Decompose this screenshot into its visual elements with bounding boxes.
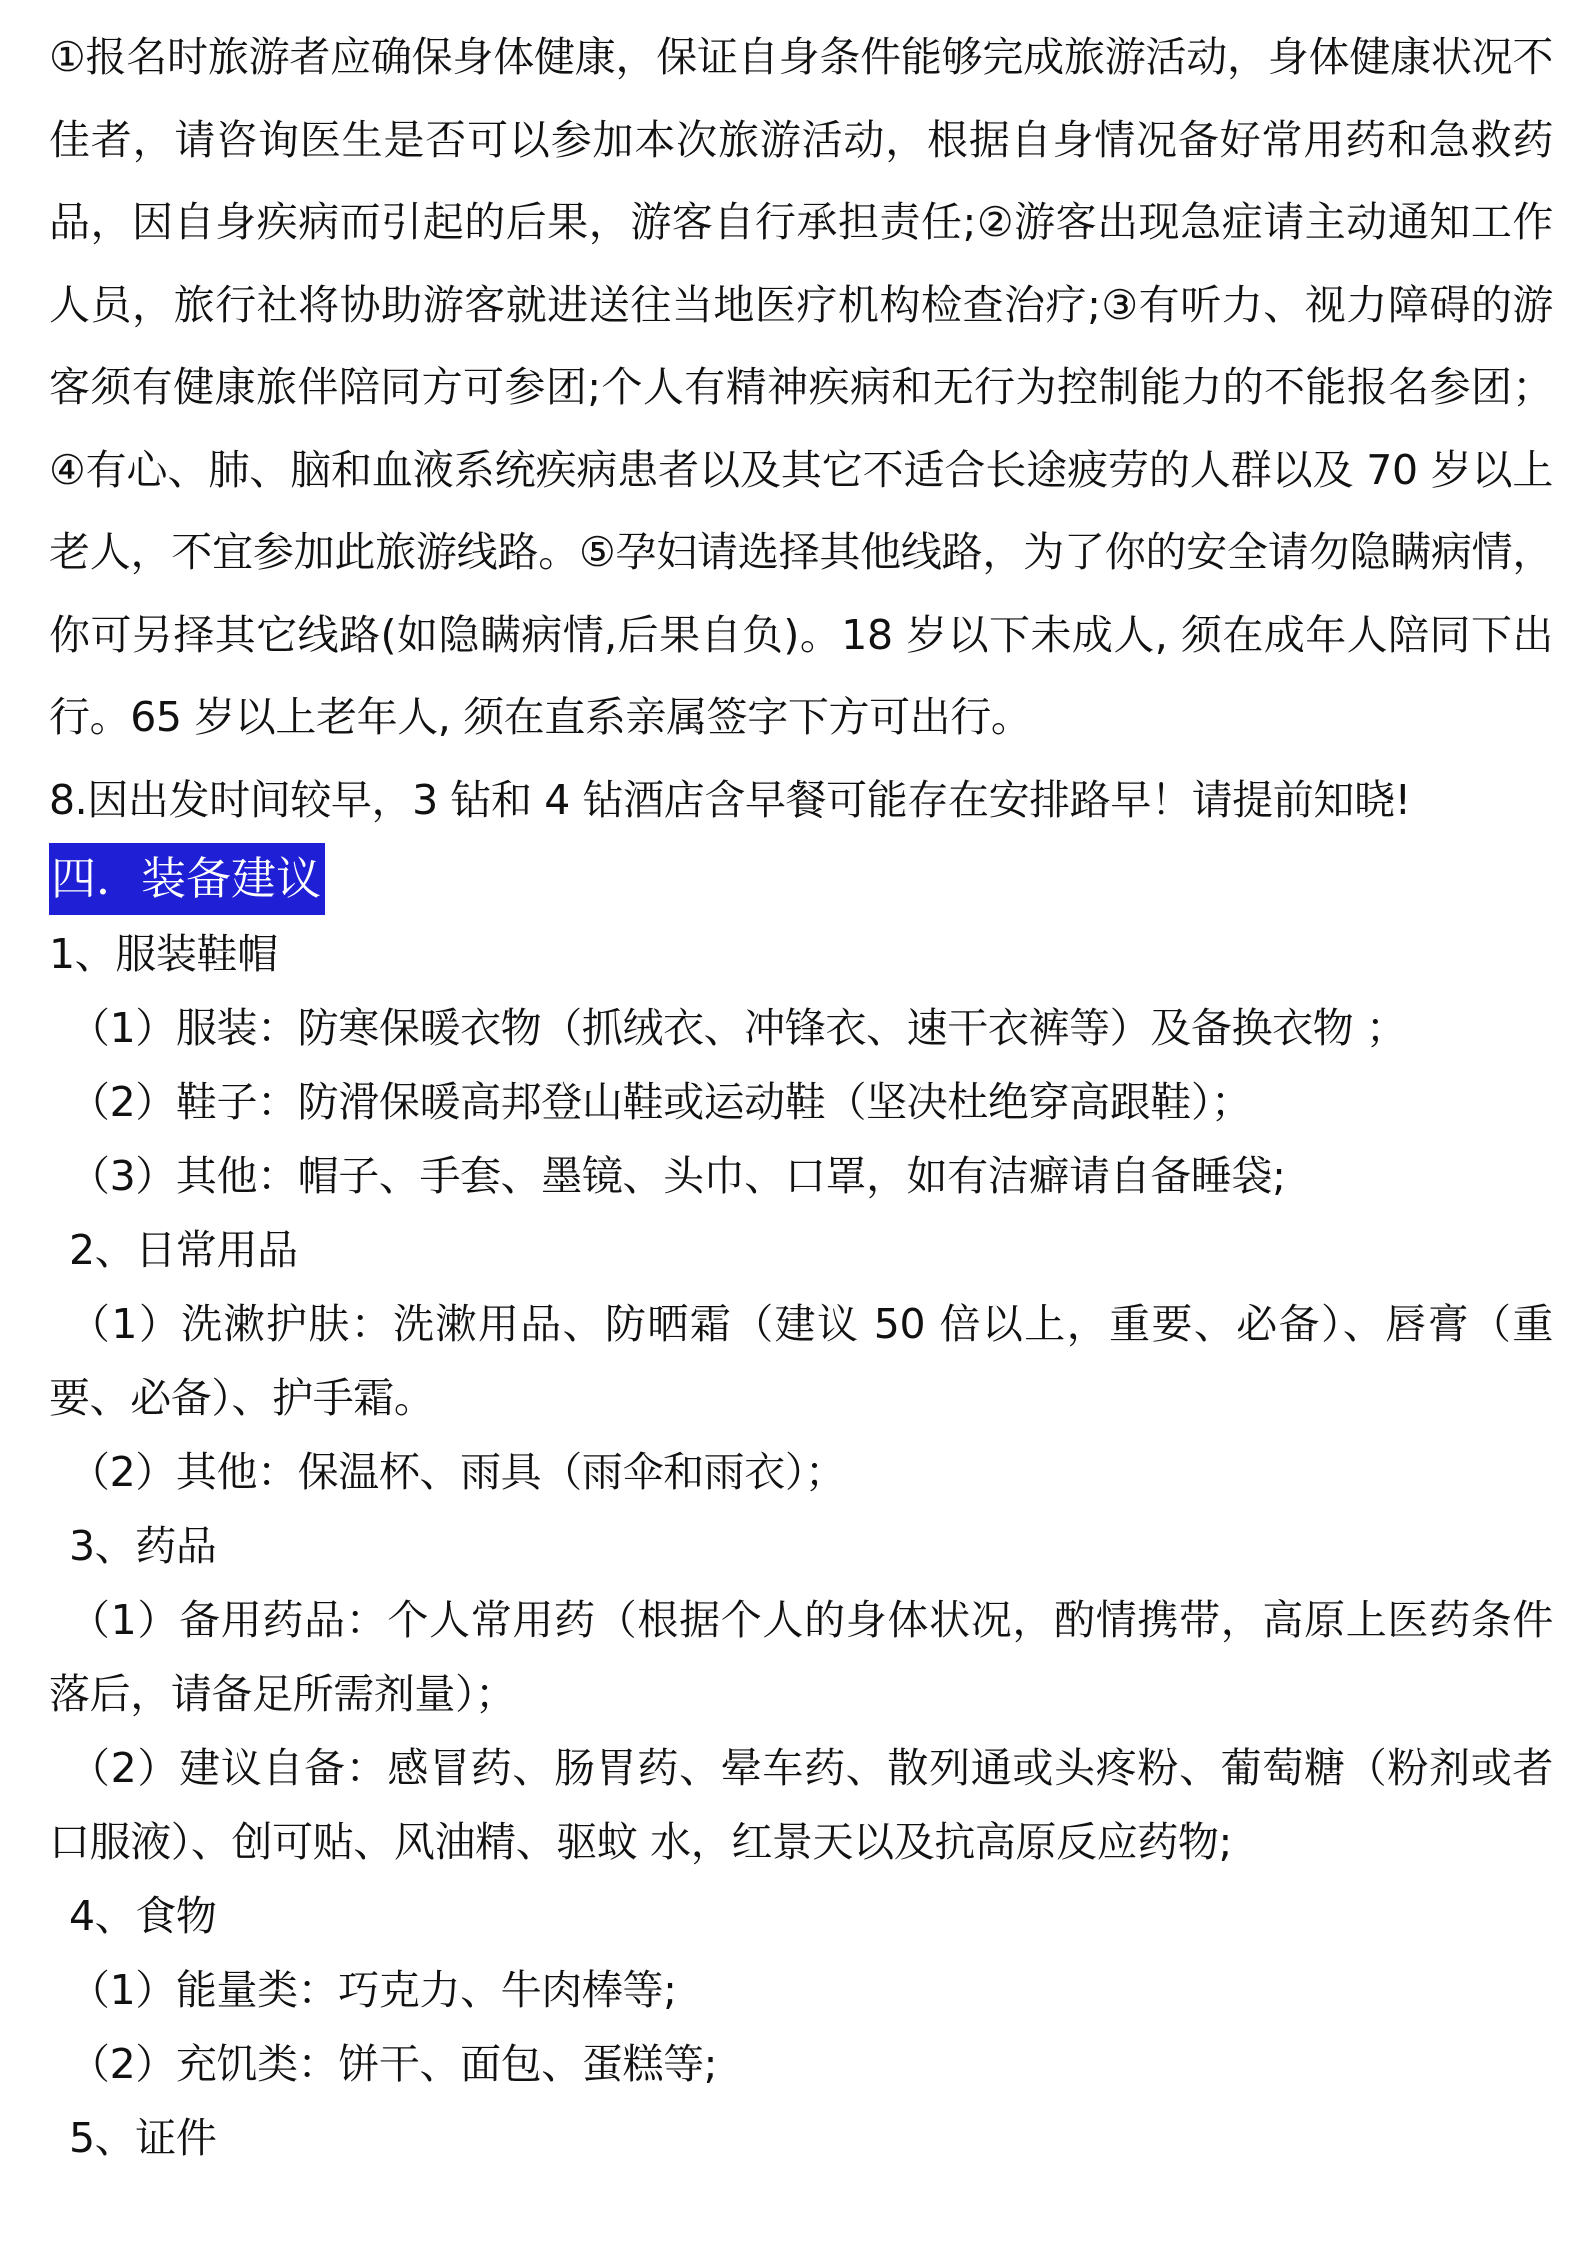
equipment-list xyxy=(49,917,1553,2175)
list-item: （3）其他：帽子、手套、墨镜、头巾、口罩，如有洁癖请自备睡袋; xyxy=(69,1152,1286,1200)
section-title-clothing: 1、服装鞋帽 xyxy=(49,930,278,978)
list-item: （1）服装：防寒保暖衣物（抓绒衣、冲锋衣、速干衣裤等）及备换衣物 ； xyxy=(69,1004,1407,1052)
section-heading-row xyxy=(49,841,1553,917)
section-title-documents: 5、证件 xyxy=(69,2114,217,2162)
document-page xyxy=(49,16,1553,2175)
section-title-food: 4、食物 xyxy=(69,1892,217,1940)
list-item: （2）充饥类：饼干、面包、蛋糕等; xyxy=(69,2040,718,2088)
section-heading-equipment: 四．装备建议 xyxy=(49,843,325,915)
list-item: （1）能量类：巧克力、牛肉棒等; xyxy=(69,1966,677,2014)
list-item: （1）洗漱护肤：洗漱用品、防晒霜（建议 50 倍以上，重要、必备）、唇膏（重要、必备）、护手霜。 xyxy=(49,1300,1553,1422)
list-item: （1）备用药品：个人常用药（根据个人的身体状况，酌情携带，高原上医药条件落后，请备足所需剂量）； xyxy=(49,1596,1553,1718)
list-item: （2）其他：保温杯、雨具（雨伞和雨衣）； xyxy=(69,1448,846,1496)
section-title-medicine: 3、药品 xyxy=(69,1522,217,1570)
section-title-daily-items: 2、日常用品 xyxy=(69,1226,298,1274)
list-item: （2）鞋子：防滑保暖高邦登山鞋或运动鞋（坚决杜绝穿高跟鞋）； xyxy=(69,1078,1252,1126)
list-item: （2）建议自备：感冒药、肠胃药、晕车药、散列通或头疼粉、葡萄糖（粉剂或者口服液）、创可贴、风油精、驱蚊 水，红景天以及抗高原反应药物; xyxy=(49,1744,1553,1866)
health-notice-paragraph: ①报名时旅游者应确保身体健康，保证自身条件能够完成旅游活动，身体健康状况不佳者，请咨询医生是否可以参加本次旅游活动，根据自身情况备好常用药和急救药品，因自身疾病而引起的后果，游客自行承担责任;②游客出现急症请主动通知工作人员，旅行社将协助游客就进送往当地医疗机构检查治疗;③有听力、视力障碍的游客须有健康旅伴陪同方可参团;个人有精神疾病和无行为控制能力的不能报名参团；④有心、肺、脑和血液系统疾病患者以及其它不适合长途疲劳的人群以及 70 岁以上老人，不宜参加此旅游线路。⑤孕妇请选择其他线路，为了你的安全请勿隐瞒病情，你可另择其它线路(如隐瞒病情,后果自负)。18 岁以下未成人, 须在成年人陪同下出行。65 岁以上老年人, 须在直系亲属签字下方可出行。 xyxy=(49,33,1553,741)
breakfast-note: 8.因出发时间较早，3 钻和 4 钻酒店含早餐可能存在安排路早！请提前知晓! xyxy=(49,775,1411,824)
